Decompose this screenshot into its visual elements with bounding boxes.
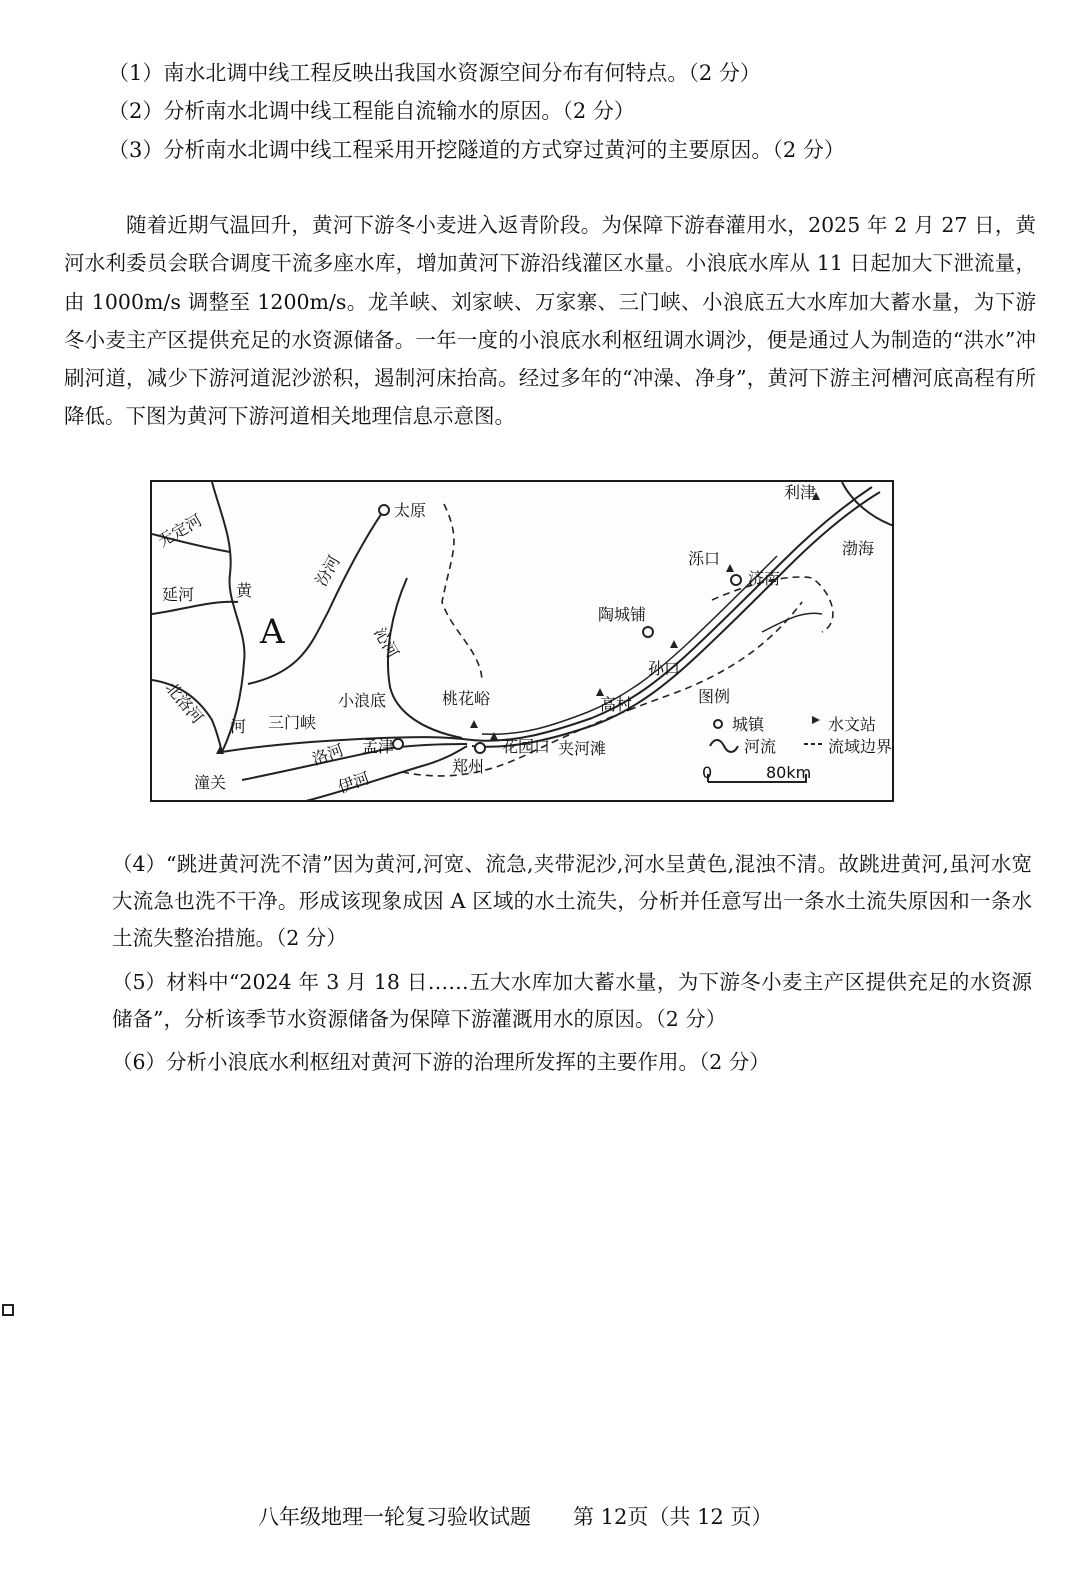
label-jiahetan: 夹河滩 — [558, 739, 607, 758]
yellow-river-map — [150, 480, 894, 802]
material-paragraph: 随着近期气温回升，黄河下游冬小麦进入返青阶段。为保障下游春灌用水，2025 年 2 月 27 日，黄河水利委员会联合调度干流多座水库，增加黄河下游沿线灌区水量。小浪底水库从 11 日起加大下泄流量，由 1000m/s 调整至 1200m/s。龙羊峡、刘家峡、万家寨、三门峡、小浪底五大水库加大蓄水量，为下游冬小麦主产区提供充足的水资源储备。一年一度的小浪底水利枢纽调水调沙，便是通过人为制造的“洪水”冲刷河道，减少下游河道泥沙淤积，遏制河床抬高。经过多年的“冲澡、净身”，黄河下游主河槽河底高程有所降低。下图为黄河下游河道相关地理信息示意图。 — [64, 213, 1036, 429]
question-5-text: 材料中“2024 年 3 月 18 日……五大水库加大蓄水量，为下游冬小麦主产区提供充足的水资源储备”，分析该季节水资源储备为保障下游灌溉用水的原因。（2 分） — [112, 970, 1032, 1031]
legend-title: 图例 — [698, 687, 731, 706]
question-5-number: （5） — [112, 970, 167, 994]
taiyuan-town-marker — [379, 505, 389, 515]
question-5 — [112, 964, 1032, 1038]
label-sanmenxia: 三门峡 — [268, 713, 317, 732]
label-qin-river: 沁河 — [370, 624, 403, 662]
scan-edge-mark — [2, 1304, 14, 1316]
basin-boundary-north — [442, 504, 482, 682]
yellow-river-bank-1 — [472, 492, 880, 747]
label-huayuankou: 花园口 — [502, 737, 551, 756]
legend-station-marker — [812, 716, 820, 724]
question-3: （3）分析南水北调中线工程采用开挖隧道的方式穿过黄河的主要原因。（2 分） — [108, 138, 845, 162]
label-taohuayu: 桃花峪 — [442, 689, 491, 708]
jinan-town-marker — [731, 575, 741, 585]
footer-title: 八年级地理一轮复习验收试题 — [258, 1505, 531, 1529]
luokou-station-marker — [726, 564, 734, 572]
taohuayu-station-marker — [470, 720, 478, 728]
label-yi-river: 伊河 — [335, 768, 373, 797]
label-huang: 黄 — [236, 581, 253, 600]
question-6 — [112, 1044, 1032, 1081]
label-he: 河 — [230, 717, 247, 736]
label-taiyuan: 太原 — [394, 501, 427, 520]
question-1: （1）南水北调中线工程反映出我国水资源空间分布有何特点。（2 分） — [108, 61, 761, 85]
question-6-text: 分析小浪底水利枢纽对黄河下游的治理所发挥的主要作用。（2 分） — [166, 1050, 770, 1074]
legend-river: 河流 — [744, 737, 777, 756]
legend-town-marker — [714, 720, 722, 728]
legend-station: 水文站 — [828, 715, 877, 734]
legend-river-symbol — [710, 740, 738, 752]
sunkou-station-marker — [670, 640, 678, 648]
yellow-river-upper — [212, 482, 247, 752]
jinan-tributary — [762, 613, 822, 632]
scale-distance: 80km — [766, 763, 812, 782]
label-taochengpu: 陶城铺 — [598, 605, 647, 624]
huayuankou-station-marker — [490, 732, 498, 740]
label-yan-river: 延河 — [162, 585, 195, 604]
legend-boundary: 流域边界 — [828, 737, 893, 756]
legend-town: 城镇 — [732, 715, 765, 734]
footer-page-number: 第 12页（共 12 页） — [573, 1505, 773, 1529]
label-luo-river: 洛河 — [309, 740, 347, 769]
zhengzhou-town-marker — [475, 743, 485, 753]
taochengpu-town-marker — [643, 627, 653, 637]
question-2: （2）分析南水北调中线工程能自流输水的原因。（2 分） — [108, 99, 635, 123]
page-footer — [258, 1502, 772, 1532]
label-tongguan: 潼关 — [194, 773, 227, 792]
label-gaocun: 高村 — [600, 695, 633, 714]
question-4-number: （4） — [112, 852, 167, 876]
label-jinan: 济南 — [748, 569, 781, 588]
question-6-number: （6） — [112, 1050, 167, 1074]
label-beiluo-river: 北洛河 — [161, 678, 208, 728]
scale-zero: 0 — [702, 763, 713, 782]
label-luokou: 泺口 — [688, 549, 721, 568]
label-wuding-river: 无定河 — [154, 510, 206, 551]
label-xiaolangdi: 小浪底 — [338, 691, 387, 710]
label-mengjin: 孟津 — [362, 737, 395, 756]
qin-river-line — [388, 578, 462, 738]
label-lijin: 利津 — [784, 483, 817, 502]
question-4 — [112, 846, 1032, 957]
label-bohai: 渤海 — [842, 539, 875, 558]
question-4-text: “跳进黄河洗不清”因为黄河,河宽、流急,夹带泥沙,河水呈黄色,混浊不清。故跳进黄河,虽河水宽大流急也洗不干净。形成该现象成因 A 区域的水土流失，分析并任意写出一条水土流失原因和一条水土流失整治措施。（2 分） — [112, 852, 1032, 950]
mengjin-town-marker — [393, 739, 403, 749]
fen-river-line — [248, 510, 384, 684]
label-zhengzhou: 郑州 — [452, 757, 485, 776]
yellow-river-lower — [222, 487, 875, 752]
label-sunkou: 孙口 — [648, 659, 681, 678]
label-region-a: A — [260, 612, 285, 652]
label-fen-river: 汾河 — [311, 552, 344, 590]
